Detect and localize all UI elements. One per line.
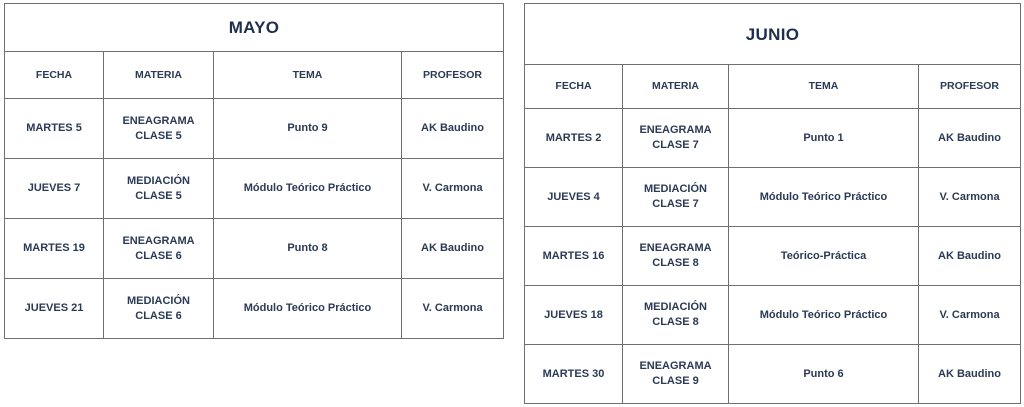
fecha-cell: MARTES 16: [525, 227, 623, 286]
materia-cell: [623, 286, 729, 345]
column-header-fecha: FECHA: [525, 65, 623, 109]
column-header-fecha: FECHA: [5, 52, 104, 99]
materia-class: CLASE 5: [135, 129, 182, 142]
table-row: [525, 345, 1021, 404]
fecha-cell: JUEVES 21: [5, 279, 104, 339]
materia-cell: [104, 279, 214, 339]
month-title-row: [525, 4, 1021, 65]
profesor-cell: AK Baudino: [919, 109, 1021, 168]
materia-name: MEDIACIÓN: [127, 174, 190, 187]
table-row: [525, 168, 1021, 227]
profesor-cell: V. Carmona: [402, 159, 504, 219]
materia-class: CLASE 6: [135, 309, 182, 322]
column-header-tema: TEMA: [729, 65, 919, 109]
column-header-tema: TEMA: [214, 52, 402, 99]
profesor-cell: V. Carmona: [402, 279, 504, 339]
fecha-cell: MARTES 19: [5, 219, 104, 279]
profesor-cell: AK Baudino: [402, 99, 504, 159]
month-title: JUNIO: [525, 4, 1021, 65]
materia-class: CLASE 5: [135, 189, 182, 202]
materia-name: MEDIACIÓN: [644, 301, 707, 313]
tema-cell: Módulo Teórico Práctico: [729, 286, 919, 345]
materia-cell: [104, 219, 214, 279]
materia-cell: [104, 159, 214, 219]
tema-cell: Módulo Teórico Práctico: [214, 159, 402, 219]
tema-cell: Punto 8: [214, 219, 402, 279]
tema-cell: Punto 9: [214, 99, 402, 159]
profesor-cell: AK Baudino: [402, 219, 504, 279]
fecha-cell: MARTES 30: [525, 345, 623, 404]
tema-cell: Punto 6: [729, 345, 919, 404]
materia-name: ENEAGRAMA: [122, 114, 195, 127]
table-row: [5, 159, 504, 219]
materia-class: CLASE 8: [652, 257, 699, 269]
materia-class: CLASE 7: [652, 139, 699, 151]
column-header-materia: MATERIA: [623, 65, 729, 109]
materia-cell: [104, 99, 214, 159]
column-header-profesor: PROFESOR: [919, 65, 1021, 109]
profesor-cell: AK Baudino: [919, 227, 1021, 286]
month-title: MAYO: [5, 4, 504, 52]
tema-cell: Teórico-Práctica: [729, 227, 919, 286]
materia-name: ENEAGRAMA: [639, 124, 712, 136]
table-row: [525, 286, 1021, 345]
materia-cell: [623, 109, 729, 168]
materia-class: CLASE 7: [652, 198, 699, 210]
profesor-cell: V. Carmona: [919, 286, 1021, 345]
materia-name: ENEAGRAMA: [639, 360, 712, 372]
table-row: [5, 219, 504, 279]
schedule-table-junio: [524, 3, 1021, 404]
table-row: [525, 227, 1021, 286]
materia-cell: [623, 227, 729, 286]
fecha-cell: JUEVES 18: [525, 286, 623, 345]
fecha-cell: MARTES 2: [525, 109, 623, 168]
tema-cell: Módulo Teórico Práctico: [214, 279, 402, 339]
column-header-profesor: PROFESOR: [402, 52, 504, 99]
schedule-table-mayo: [4, 3, 504, 339]
profesor-cell: V. Carmona: [919, 168, 1021, 227]
tema-cell: Módulo Teórico Práctico: [729, 168, 919, 227]
materia-name: MEDIACIÓN: [644, 183, 707, 195]
fecha-cell: JUEVES 7: [5, 159, 104, 219]
header-row: [525, 65, 1021, 109]
header-row: [5, 52, 504, 99]
column-header-materia: MATERIA: [104, 52, 214, 99]
fecha-cell: JUEVES 4: [525, 168, 623, 227]
table-row: [5, 279, 504, 339]
tema-cell: Punto 1: [729, 109, 919, 168]
materia-cell: [623, 168, 729, 227]
materia-class: CLASE 6: [135, 249, 182, 262]
fecha-cell: MARTES 5: [5, 99, 104, 159]
month-title-row: [5, 4, 504, 52]
materia-name: ENEAGRAMA: [639, 242, 712, 254]
materia-name: ENEAGRAMA: [122, 234, 195, 247]
materia-class: CLASE 9: [652, 375, 699, 387]
materia-name: MEDIACIÓN: [127, 294, 190, 307]
table-row: [525, 109, 1021, 168]
table-row: [5, 99, 504, 159]
profesor-cell: AK Baudino: [919, 345, 1021, 404]
materia-class: CLASE 8: [652, 316, 699, 328]
materia-cell: [623, 345, 729, 404]
